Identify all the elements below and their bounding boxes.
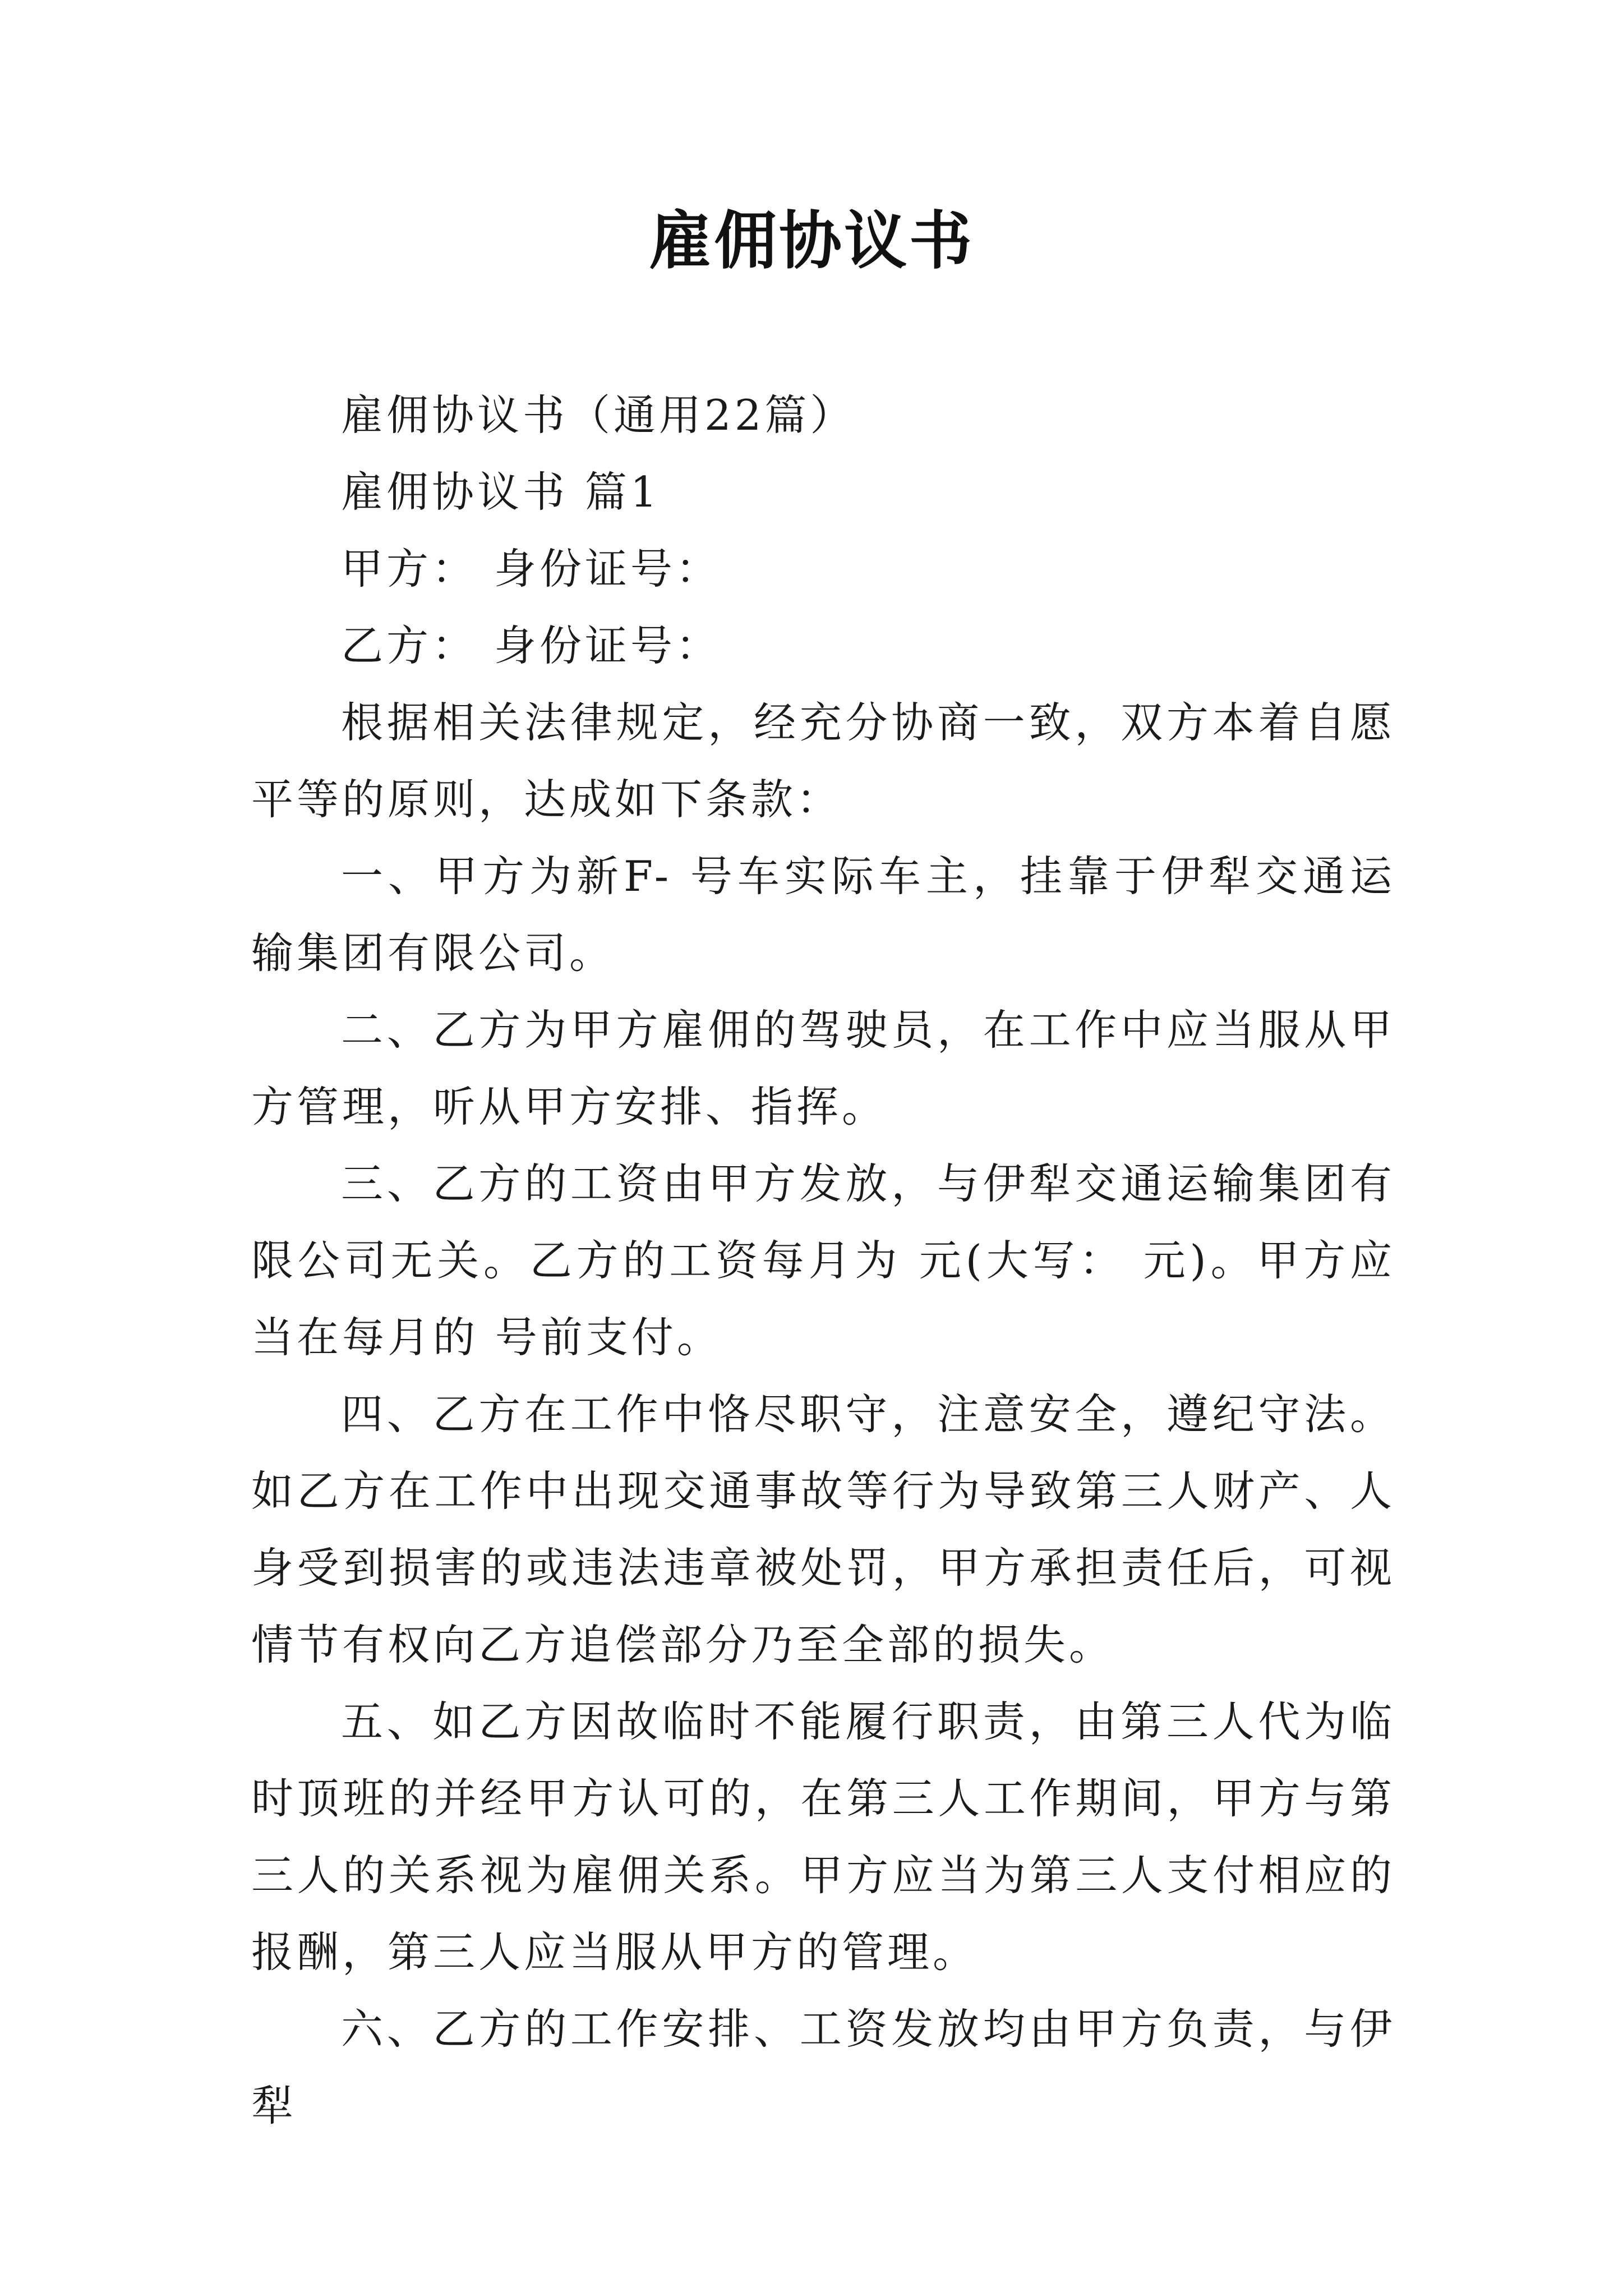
subtitle-paragraph: 雇佣协议书（通用22篇） (341, 390, 856, 440)
clause-2: 二、乙方为甲方雇佣的驾驶员，在工作中应当服从甲方管理，听从甲方安排、指挥。 (251, 1005, 1395, 1131)
clause-6: 六、乙方的工作安排、工资发放均由甲方负责，与伊犁 (251, 2004, 1395, 2131)
party-a-line: 甲方： 身份证号： (341, 544, 721, 593)
document-body (251, 377, 1395, 2145)
document-title: 雇佣协议书 (649, 205, 974, 278)
clause-1: 一、甲方为新F- 号车实际车主，挂靠于伊犁交通运输集团有限公司。 (251, 852, 1395, 978)
clause-4: 四、乙方在工作中恪尽职守，注意安全，遵纪守法。如乙方在工作中出现交通事故等行为导致第三人财产、人身受到损害的或违法违章被处罚，甲方承担责任后，可视情节有权向乙方追偿部分乃至全部的损失。 (251, 1389, 1395, 1669)
clause-5: 五、如乙方因故临时不能履行职责，由第三人代为临时顶班的并经甲方认可的，在第三人工作期间，甲方与第三人的关系视为雇佣关系。甲方应当为第三人支付相应的报酬，第三人应当服从甲方的管理。 (251, 1697, 1395, 1977)
section-heading: 雇佣协议书 篇1 (341, 467, 661, 517)
party-b-line: 乙方： 身份证号： (341, 621, 721, 670)
preamble-paragraph: 根据相关法律规定，经充分协商一致，双方本着自愿平等的原则，达成如下条款： (251, 698, 1395, 824)
clause-3: 三、乙方的工资由甲方发放，与伊犁交通运输集团有限公司无关。乙方的工资每月为 元(大写： 元)。甲方应当在每月的 号前支付。 (251, 1159, 1395, 1362)
